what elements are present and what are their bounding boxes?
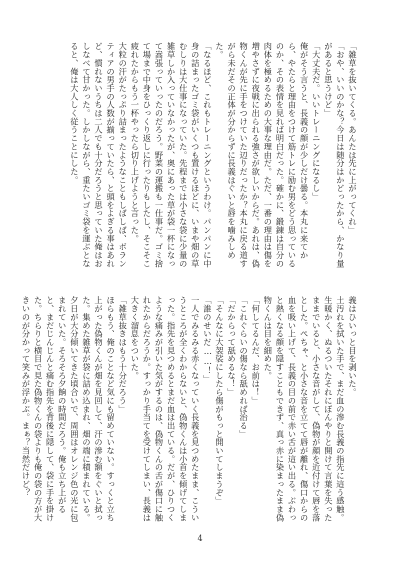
page-number: 4 xyxy=(197,534,203,543)
text-block-upper: 「雑草を抜いてくる。あんたは先に上がってくれ」 「おや、いいのかな？今日は随分はかどったから、かなり量があると思うけど」 「大丈夫だ。いいトレーニングになるし」 俺がそう言うと、長義の顔が少しだけ曇る。本丸に来てから、やたらと理由をつけて筋トレに励む男をどう思っているのか、その表情を見れば明白だった。確かに、鍛錬は自分の肉体を極めるための大事な理由だ。ただ、一番の理由は傷を増やさずに夜戦に出られる強さが欲しいからだ。あれは、偽物くんが先に手をつけていた辺りだったか？本丸に戻る道すがら未だその正体が分からずに長義はぐいと唇を噛みしめた。 「なるほど、これもトレーニングというわけ。パンパンに中身の詰まったゴミ袋がいくつも置けるほどに、いまや畑の草むしりは大仕事になっていた。先程までは小さな袋に少量の雑草しか入っていなかったが、奥にあった草が袋一杯になって嵩張っていったのだろう。野菜の運搬も一仕事だ。ゴミ捨て場まで中身をひっくり返しに行ったりもしたし、そこそこ疲れたからもう一杯やったら切り上げようと言った。 大粒の汗がたっぷり詰まったようなこともしばしば、ボランティアの男手の人数が揃っていたら、と頭をよぎる事はあれど、慣れないうちは二人でも十分だろうと思っていた俺はおしなべて甘かった。しかしながら、重たいゴミ袋を運ぶとなると、俺は大人しく従うことにした。 xyxy=(69,42,358,268)
text-block-lower: 義はひいっと目を剥いた。 土汚れを拭いた手で、まだ血の滲む長義の指先に這う感触。生暖かく、ぬるついたそれにぼんやりと開けて言葉を失ったままでいると、小さな音がして、偽物が顔を近付けて唇を落とした。ぺちゃ、と小さな音を立てて唇が離れ、傷口からの血を吸い上げて、長義の目の前で赤い舌が這い出る。ぶわっと熱くなる顔を隠すこともできず、真っ赤に染まったまま偽物くんは目を細めた。 「何してるんだ、お前は！」 「これぐらいの傷なら舐めれば治る」 「だからって舐めるな！」 「そんなに大袈裟にしたら傷がもっと開いてしまうぞ」 「誰のせいだ……！」 一人でみるみる赤くなっていく長義を見つめたまま、こういうところが全くわからないと、偽物くんは小首を傾げてしまった。指先を見つめるとまだ血は出ている。だが、ひりつくような痛みが引いた気がするのは、偽物くんの舌が傷口に触れたからだろうか。すっかり手当てを受けてしまい、長義は大きく溜息をついた。 「雑草抜きはもう十分だろう」 ほらもう、俺のことなど気にも留めていない。すっくと立ち上がった偽物くんが畑を見回して、汗の滲む額をぐいと拭った。集めた雑草が袋に詰め込まれ、畑の端に積まれている。夕日が大分傾いてきた頃合いで、周囲はオレンジ色の光に包まれていた。そろそろ夕餉の時間だろう。俺も立ち上がると、まだじんじんと痛む指先を背後に隠して、袋に手を掛けた。ちらりと横目で見た偽物くんの袋よりも俺の袋の方が大きいのが分かって笑みが浮かぶ。まぁ？当然だけど？ xyxy=(21,296,358,522)
